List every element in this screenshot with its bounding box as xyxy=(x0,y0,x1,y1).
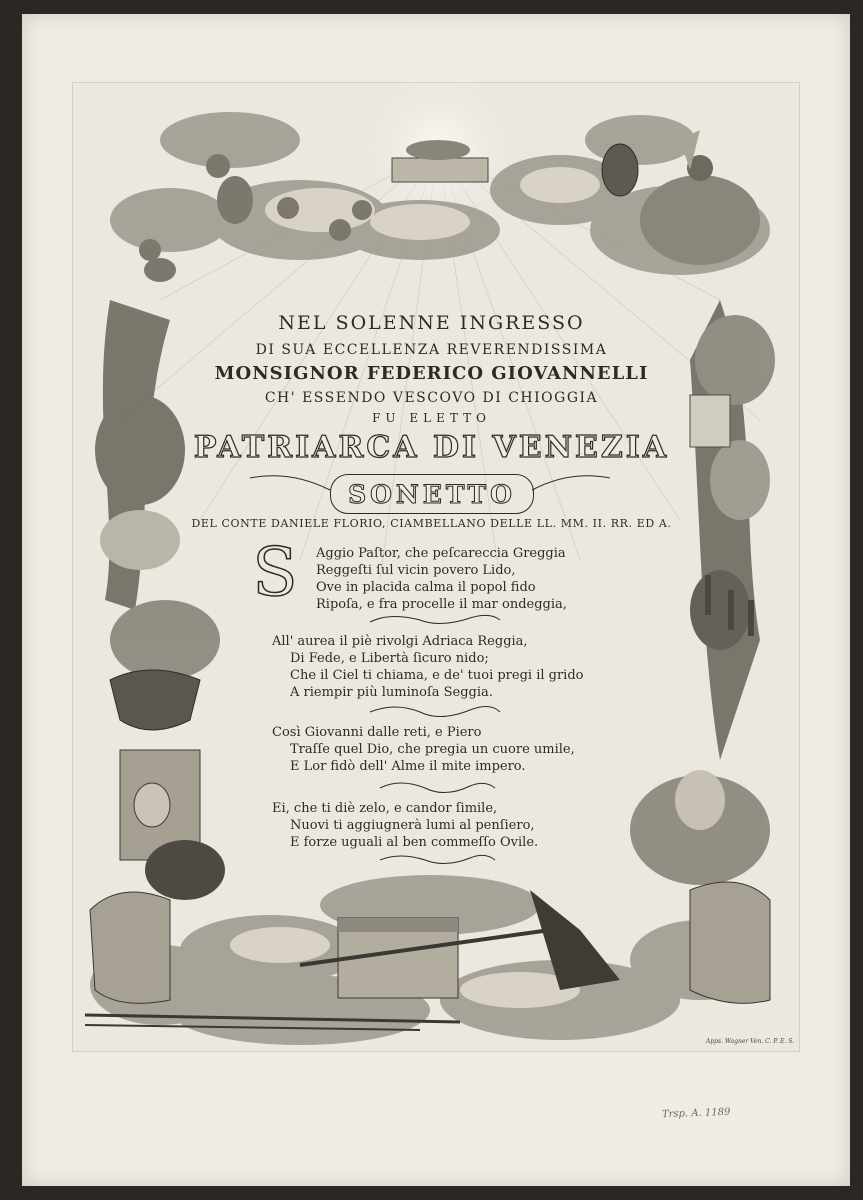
verse-line: Aggio Paſtor, che peſcareccia Greggia xyxy=(316,546,566,561)
verse-line: Nuovi ti aggiugnerà lumi al penſiero, xyxy=(290,818,535,833)
verse-line: E Lor fidò dell' Alme il mite impero. xyxy=(290,759,526,774)
verse-line: All' aurea il piè rivolgi Adriaca Reggia, xyxy=(272,634,528,649)
drop-cap: S xyxy=(252,534,298,611)
stanza-2 xyxy=(272,633,584,701)
stanza-1 xyxy=(316,545,567,613)
scroll-base-left xyxy=(90,892,170,1003)
stanza-4 xyxy=(272,800,538,851)
stanza-3 xyxy=(272,724,575,775)
verse-line: Che il Ciel ti chiama, e de' tuoi pregi il grido xyxy=(290,668,584,683)
verse-line: Ei, che ti diè zelo, e candor ſimile, xyxy=(272,801,498,816)
engraver-credit: Apps. Wagner Ven. C. P. E. S. xyxy=(706,1038,794,1045)
verse-line: Traſſe quel Dio, che pregia un cuore umile, xyxy=(290,742,575,757)
heading-line-5: FU ELETTO xyxy=(372,411,491,425)
heading-line-2: DI SUA ECCELLENZA REVERENDISSIMA xyxy=(255,342,608,358)
heading-line-1: NEL SOLENNE INGRESSO xyxy=(278,312,585,334)
inventory-number: Trsp. A. 1189 xyxy=(661,1106,731,1121)
verse-line: E forze uguali al ben commeſſo Ovile. xyxy=(290,835,539,850)
verse-line: Di Fede, e Libertà ſicuro nido; xyxy=(290,651,489,666)
sonetto-cartouche xyxy=(330,474,534,514)
heading-line-4: CH' ESSENDO VESCOVO DI CHIOGGIA xyxy=(264,390,599,406)
heading-line-6: PATRIARCA DI VENEZIA xyxy=(193,430,670,465)
author-line: DEL CONTE DANIELE FLORIO, CIAMBELLANO DELLE LL. MM. II. RR. ED A. xyxy=(191,517,672,530)
verse-line: Così Giovanni dalle reti, e Piero xyxy=(272,725,482,740)
urn-icon xyxy=(110,670,200,860)
heading-line-3: MONSIGNOR FEDERICO GIOVANNELLI xyxy=(214,363,649,384)
lion-icon xyxy=(145,840,225,900)
scroll-base-right xyxy=(690,882,770,1003)
verse-line: Ripoſa, e fra procelle il mar ondeggia, xyxy=(316,597,567,612)
verse-line: A riempir più luminoſa Seggia. xyxy=(290,685,493,700)
verse-line: Ove in placida calma il popol fido xyxy=(316,580,536,595)
verse-line: Reggeſti ſul vicin povero Lido, xyxy=(316,563,516,578)
right-frame xyxy=(630,300,775,885)
sonetto-title: SONETTO xyxy=(348,479,516,509)
